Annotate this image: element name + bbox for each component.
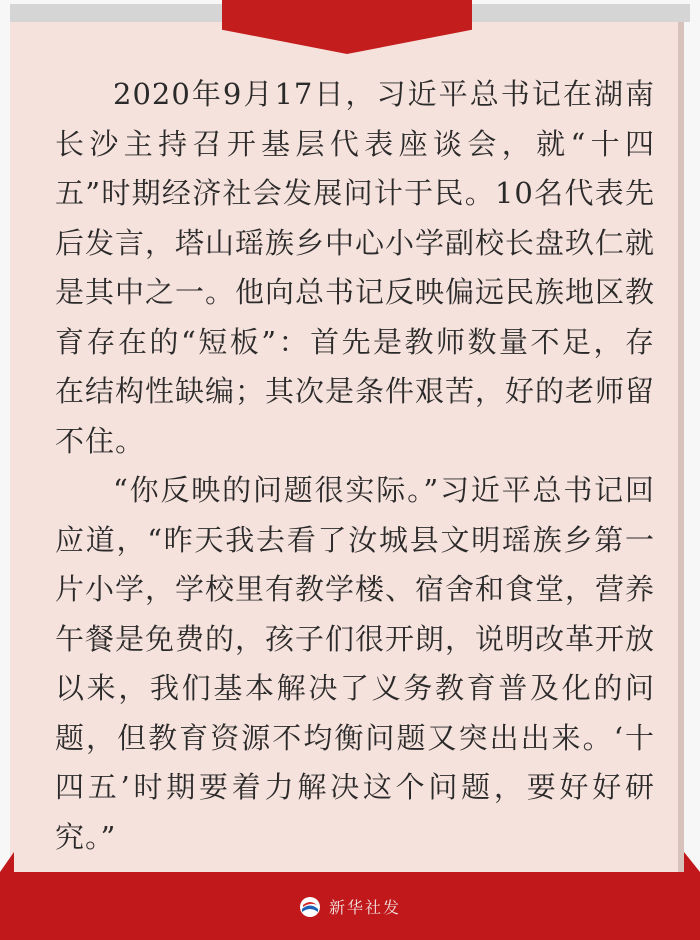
article-paragraph-2: “你反映的问题很实际。”习近平总书记回应道，“昨天我去看了汝城县文明瑶族乡第一片小学，学校里有教学楼、宿舍和食堂，营养午餐是免费的，孩子们很开朗，说明改革开放以来，我们基本解决了义务教育普及化的问题，但教育资源不均衡问题又突出出来。‘十四五’时期要着力解决这个问题，要好好研究。” bbox=[55, 473, 656, 854]
article-paragraph-1: 2020年9月17日，习近平总书记在湖南长沙主持召开基层代表座谈会，就“十四五”时期经济社会发展问计于民。10名代表先后发言，塔山瑶族乡中心小学副校长盘玖仁就是其中之一。他向总书记反映偏远民族地区教育存在的“短板”：首先是教师数量不足，存在结构性缺编；其次是条件艰苦，好的老师留不住。 bbox=[55, 77, 656, 458]
xinhua-globe-logo-icon bbox=[299, 896, 321, 918]
footer-bar bbox=[0, 872, 700, 940]
footer-corner-right bbox=[684, 852, 700, 872]
footer-brand bbox=[0, 895, 700, 918]
footer-brand-text: 新华社发 bbox=[328, 898, 401, 917]
article-body bbox=[55, 70, 655, 862]
